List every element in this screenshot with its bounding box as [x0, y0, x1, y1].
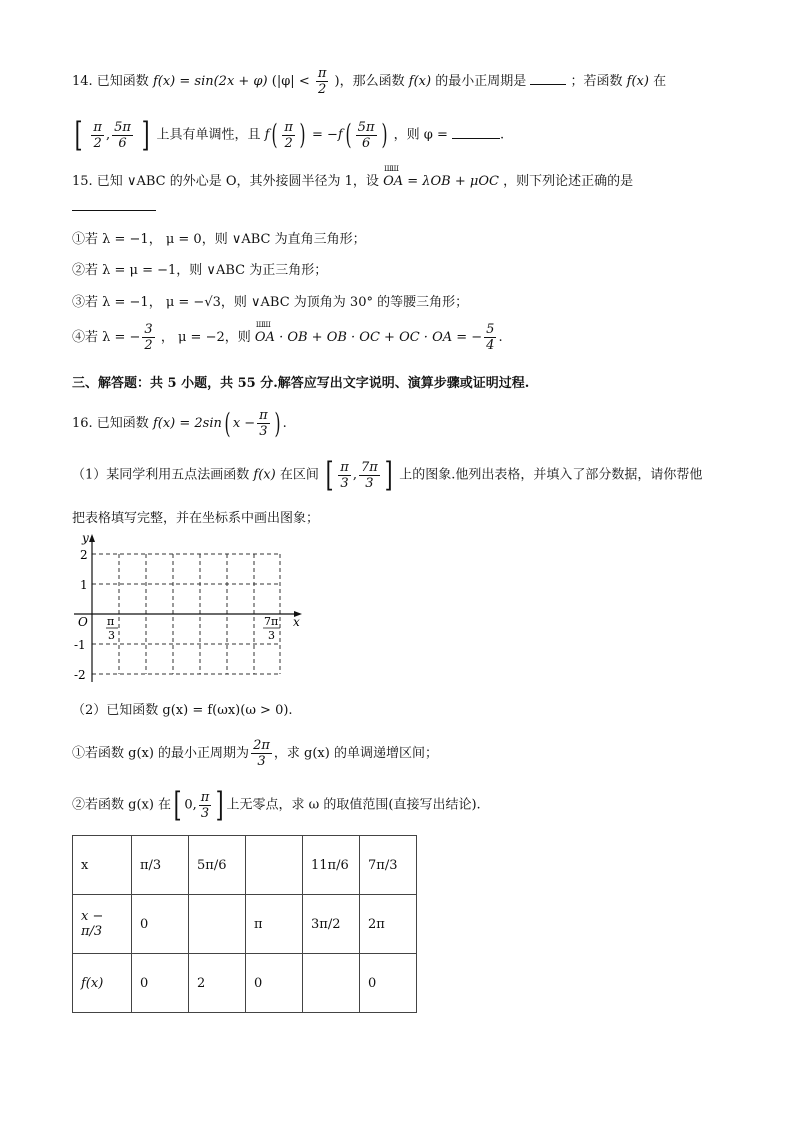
x-tick-pi3-den: 3: [108, 629, 115, 642]
q14-blank2: [452, 138, 500, 139]
q14-func: f(x) = sin(2x + φ): [152, 74, 268, 89]
table-row: x − π/3 0 π 3π/2 2π: [73, 895, 417, 954]
origin-label: O: [78, 615, 88, 629]
y-tick-neg2: -2: [74, 668, 86, 682]
q14-prefix: 14. 已知函数: [72, 74, 149, 89]
y-axis-label: y: [82, 531, 89, 545]
table-row: f(x) 0 2 0 0: [73, 954, 417, 1013]
table-row: x π/3 5π/6 11π/6 7π/3: [73, 836, 417, 895]
x-tick-pi3-num: π: [107, 615, 115, 628]
q16-part1-line2: 把表格填写完整，并在坐标系中画出图象；: [72, 511, 320, 526]
q16-title: 16. 已知函数 f(x) = 2sin( x − $\frac{\pi}{3}$ ) .: [72, 406, 287, 440]
q15-option-1: ①若 λ = −1， μ = 0，则 ∨ABC 为直角三角形；: [72, 232, 366, 247]
q14-cond: (|φ| <: [271, 74, 310, 89]
q14-line1: 14. 已知函数 f(x) = sin(2x + φ) (|φ| < $\frac{\pi}{2}$ )，那么函数 f(x) 的最小正周期是 ；若函数 f(x) 在: [72, 66, 667, 97]
coordinate-grid: [62, 528, 312, 688]
q14-frac-pi2: $\frac{\pi}{2}$: [317, 66, 327, 97]
q15-vector-eq: ШШ OA = λOB + μOC: [383, 174, 499, 189]
q14-blank1: [530, 84, 566, 85]
five-point-table: [72, 835, 417, 1013]
q15-option-3: ③若 λ = −1， μ = −√3，则 ∨ABC 为顶角为 30° 的等腰三角形；: [72, 295, 469, 310]
q16-part2: （2）已知函数 g(x) = f(ωx)(ω > 0).: [72, 703, 293, 718]
x-tick-7pi3-den: 3: [268, 629, 275, 642]
y-tick-neg1: -1: [74, 638, 86, 652]
y-tick-1: 1: [80, 578, 88, 592]
x-axis-label: x: [293, 615, 300, 629]
q16-part1: （1）某同学利用五点法画函数 f(x) 在区间 [ $\frac{\pi}{3}$ , $\frac{7\pi}{3}$ ] 上的图象.他列出表格，并填入了部分数据，请你帮他: [72, 455, 703, 495]
q15-answer-blank: [72, 200, 156, 215]
q16-sub2: ②若函数 g(x) 在[ 0, $\frac{\pi}{3}$ ] 上无零点，求 ω 的取值范围(直接写出结论).: [72, 785, 481, 825]
y-tick-2: 2: [80, 548, 88, 562]
q16-sub1: ①若函数 g(x) 的最小正周期为 $\frac{2\pi}{3}$ ，求 g(x) 的单调递增区间；: [72, 738, 438, 769]
section-heading: 三、解答题：共 5 小题，共 55 分.解答应写出文字说明、演算步骤或证明过程.: [72, 376, 530, 391]
q14-line2: [ $\frac{\pi}{2}$ , $\frac{5\pi}{6}$ ] 上具有单调性，且 f( $\frac{\pi}{2}$ ) = −f( $\frac{5\pi}{6}$ ) ，则 φ = .: [74, 115, 505, 155]
q15-stem: 15. 已知 ∨ABC 的外心是 O，其外接圆半径为 1，设 ШШ OA = λOB + μOC ，则下列论述正确的是: [72, 170, 633, 189]
q15-option-4: ④若 λ = − $\frac{3}{2}$ ， μ = −2，则 ШШ OA · OB + OB · OC + OC · OA = − $\frac{5}{4}$ .: [72, 322, 503, 353]
q15-option-2: ②若 λ = μ = −1，则 ∨ABC 为正三角形；: [72, 263, 328, 278]
x-tick-7pi3-num: 7π: [264, 615, 279, 628]
